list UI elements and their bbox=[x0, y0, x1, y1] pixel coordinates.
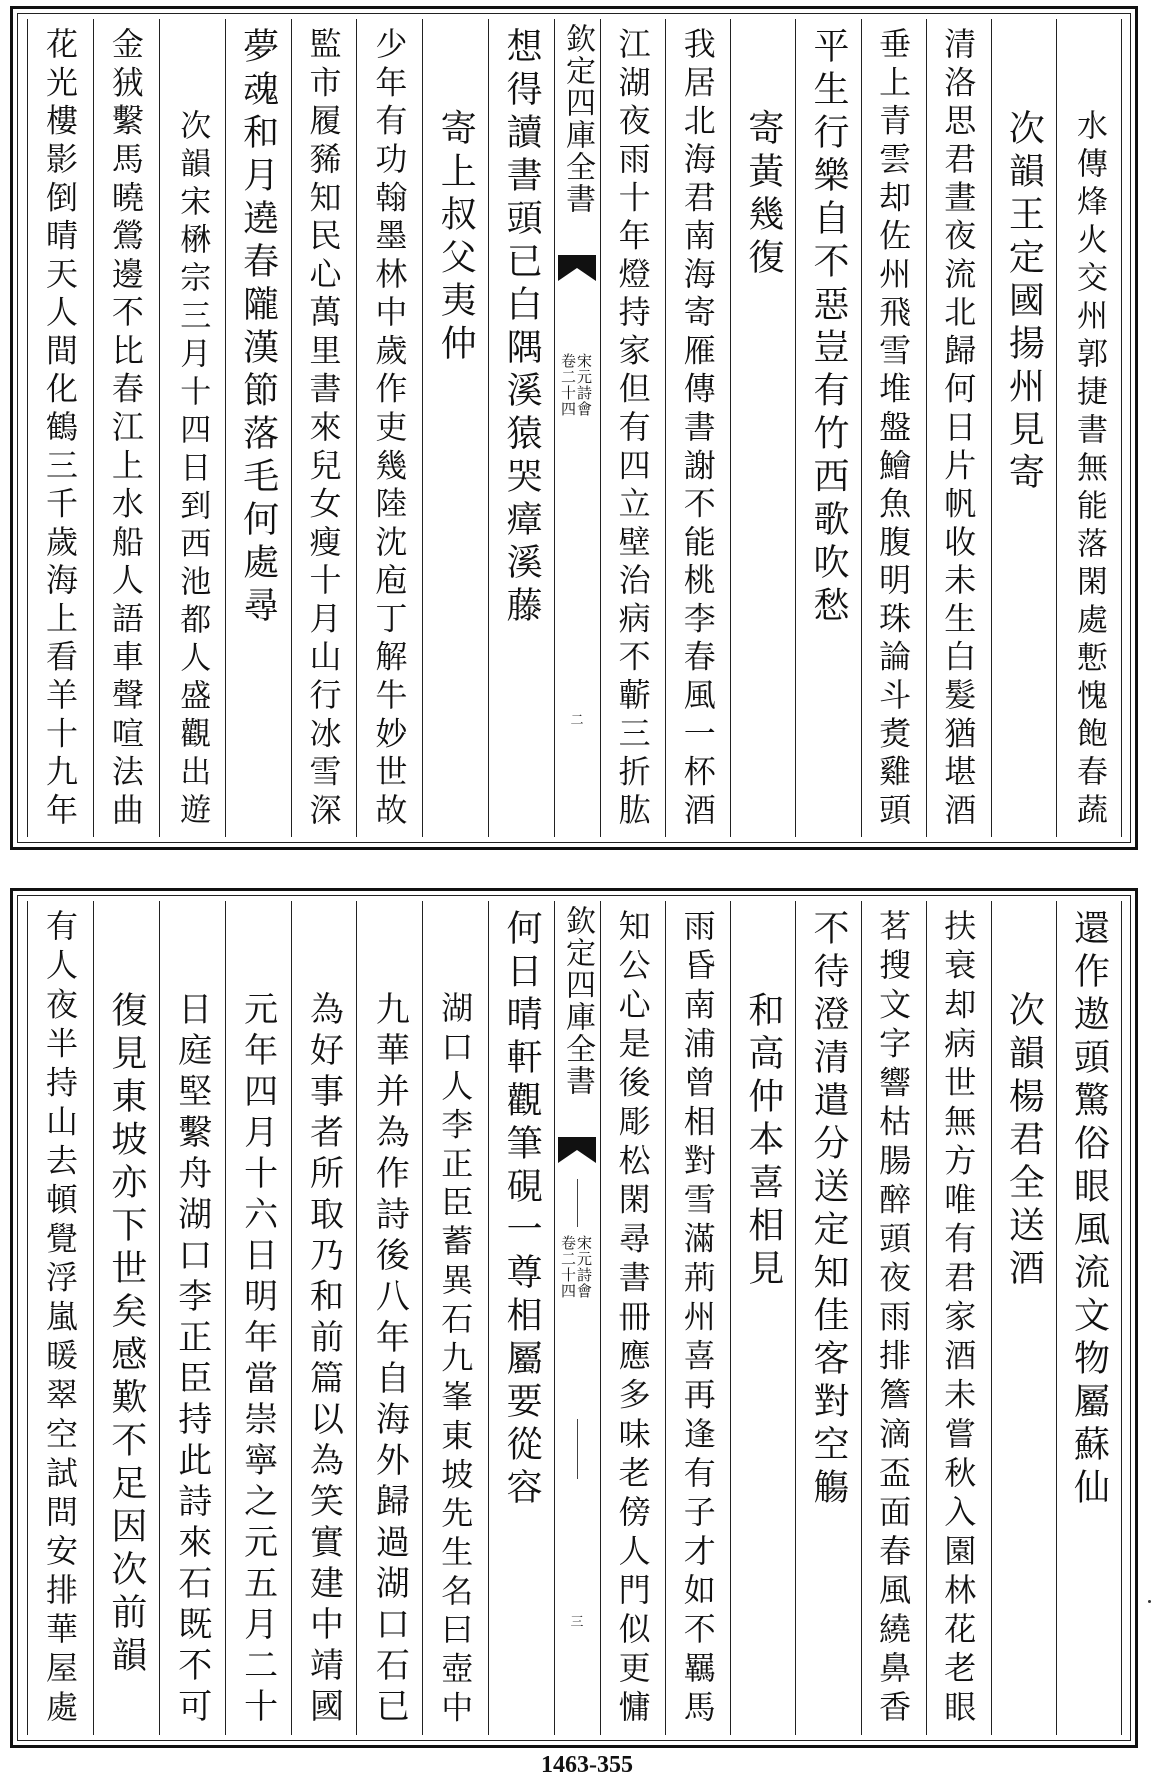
text-column bbox=[27, 901, 93, 1735]
fish-tail-mark-icon bbox=[558, 1137, 596, 1163]
bottom-page bbox=[10, 888, 1138, 1748]
column-text: 監市履豨知民心萬里書來兒女瘦十月山行冰雪深 bbox=[304, 27, 343, 831]
band-rule bbox=[577, 1419, 578, 1479]
band-page-number: 二 bbox=[570, 713, 584, 728]
band-rule bbox=[554, 19, 555, 837]
column-text: 湖口人李正臣蓄異石九峯東坡先生名曰壺中 bbox=[436, 991, 475, 1729]
scan-speck bbox=[1148, 1600, 1151, 1603]
column-text: 夢魂和月遶春隴漢節落毛何處尋 bbox=[237, 27, 279, 629]
text-column bbox=[225, 901, 291, 1735]
text-column bbox=[991, 901, 1056, 1735]
text-column bbox=[1056, 901, 1121, 1735]
center-band bbox=[554, 17, 600, 839]
column-text: 寄黃幾復 bbox=[742, 109, 784, 281]
band-book-title: 宋元詩會 bbox=[575, 353, 593, 417]
column-text: 江湖夜雨十年燈持家但有四立壁治病不蘄三折肱 bbox=[613, 27, 652, 831]
text-column bbox=[926, 901, 991, 1735]
column-text: 有人夜半持山去頓覺浮嵐暖翠空試問安排華屋處 bbox=[40, 909, 79, 1729]
band-title: 欽定四庫全書 bbox=[560, 23, 595, 215]
column-text: 少年有功翰墨林中歲作吏幾陸沈庖丁解牛妙世故 bbox=[370, 27, 409, 831]
column-text: 水傳烽火交州郭捷書無能落閑處慙愧飽春蔬 bbox=[1070, 109, 1107, 831]
column-text: 日庭堅繫舟湖口李正臣持此詩來石既不可 bbox=[171, 991, 212, 1729]
text-column bbox=[665, 901, 730, 1735]
column-text: 花光樓影倒晴天人間化鶴三千歲海上看羊十九年 bbox=[40, 27, 79, 831]
text-column bbox=[600, 901, 665, 1735]
column-text: 復見東坡亦下世矣感歎不足因次前韻 bbox=[105, 991, 147, 1679]
column-text: 扶衰却病世無方唯有君家酒未嘗秋入園林花老眼 bbox=[939, 909, 978, 1729]
text-column bbox=[93, 901, 159, 1735]
column-text: 元年四月十六日明年當崇寧之元五月二十 bbox=[237, 991, 278, 1729]
text-column bbox=[861, 19, 926, 837]
column-text: 寄上叔父夷仲 bbox=[435, 109, 477, 367]
text-column bbox=[730, 901, 795, 1735]
text-column bbox=[488, 19, 554, 837]
band-rule bbox=[554, 901, 555, 1735]
text-column bbox=[291, 19, 357, 837]
text-column bbox=[356, 19, 422, 837]
column-text: 還作遨頭驚俗眼風流文物屬蘇仙 bbox=[1068, 909, 1110, 1511]
column-text: 雨昏南浦曾相對雪滿荊州喜再逢有子才如不羈馬 bbox=[678, 909, 717, 1729]
text-column bbox=[27, 19, 93, 837]
text-column bbox=[356, 901, 422, 1735]
text-column bbox=[730, 19, 795, 837]
fish-tail-mark-icon bbox=[558, 255, 596, 281]
top-page bbox=[10, 6, 1138, 850]
text-column bbox=[665, 19, 730, 837]
column-text: 九華并為作詩後八年自海外歸過湖口石已 bbox=[369, 991, 410, 1729]
text-column bbox=[422, 19, 488, 837]
column-text: 我居北海君南海寄雁傳書謝不能桃李春風一杯酒 bbox=[678, 27, 717, 831]
center-band bbox=[554, 899, 600, 1737]
text-column bbox=[600, 19, 665, 837]
text-column bbox=[795, 901, 860, 1735]
band-volume: 卷二十四 bbox=[559, 1235, 577, 1299]
column-text: 平生行樂自不惡豈有竹西歌吹愁 bbox=[807, 27, 849, 629]
text-column bbox=[1056, 19, 1121, 837]
column-text: 次韻宋楙宗三月十四日到西池都人盛觀出遊 bbox=[174, 109, 211, 831]
column-text: 想得讀書頭已白隅溪猿哭瘴溪藤 bbox=[501, 27, 543, 629]
band-book-title: 宋元詩會 bbox=[575, 1235, 593, 1299]
band-volume: 卷二十四 bbox=[559, 353, 577, 417]
column-text: 為好事者所取乃和前篇以為笑實建中靖國 bbox=[303, 991, 344, 1729]
column-text: 不待澄清遣分送定知佳客對空觴 bbox=[807, 909, 849, 1511]
column-rule bbox=[1121, 901, 1122, 1735]
column-text: 知公心是後彫松閑尋書冊應多味老傍人門似更慵 bbox=[613, 909, 652, 1729]
text-column bbox=[225, 19, 291, 837]
text-column bbox=[159, 901, 225, 1735]
text-column bbox=[291, 901, 357, 1735]
text-column bbox=[159, 19, 225, 837]
band-rule bbox=[600, 901, 601, 1735]
column-text: 清洛思君晝夜流北歸何日片帆收未生白髮猶堪酒 bbox=[939, 27, 978, 831]
band-page-number: 三 bbox=[570, 1615, 584, 1630]
band-rule bbox=[600, 19, 601, 837]
text-column bbox=[861, 901, 926, 1735]
column-rule bbox=[1121, 19, 1122, 837]
text-column bbox=[93, 19, 159, 837]
column-text: 和高仲本喜相見 bbox=[742, 991, 784, 1292]
column-text: 何日晴軒觀筆硯一尊相屬要從容 bbox=[501, 909, 543, 1511]
column-text: 次韻楊君全送酒 bbox=[1003, 991, 1045, 1292]
band-title: 欽定四庫全書 bbox=[560, 905, 595, 1097]
text-column bbox=[422, 901, 488, 1735]
column-text: 茗搜文字響枯腸醉頭夜雨排簷滴盃面春風繞鼻香 bbox=[874, 909, 913, 1729]
page-code: 1463-355 bbox=[541, 1752, 633, 1778]
text-column bbox=[991, 19, 1056, 837]
text-column bbox=[926, 19, 991, 837]
column-text: 金狨繫馬曉鶯邊不比春江上水船人語車聲喧法曲 bbox=[106, 27, 145, 831]
text-column bbox=[795, 19, 860, 837]
column-text: 垂上青雲却佐州飛雪堆盤鱠魚腹明珠論斗煑雞頭 bbox=[874, 27, 913, 831]
band-rule bbox=[577, 1179, 578, 1227]
text-column bbox=[488, 901, 554, 1735]
column-text: 次韻王定國揚州見寄 bbox=[1003, 109, 1045, 496]
